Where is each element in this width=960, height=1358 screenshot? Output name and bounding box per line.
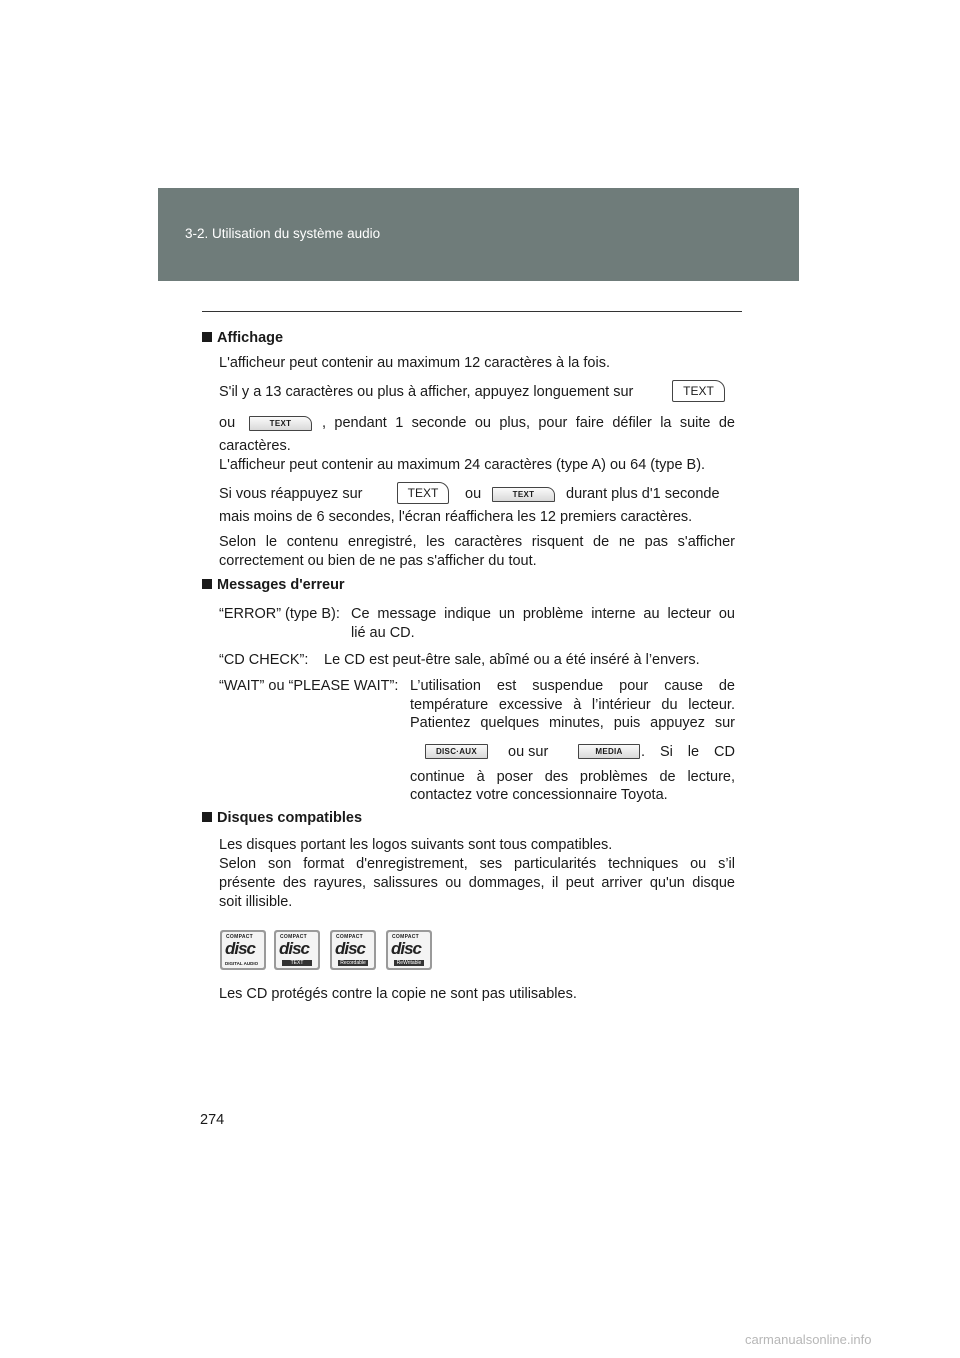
media-button[interactable]: MEDIA xyxy=(578,744,640,759)
wait-ou-sur: ou sur xyxy=(508,744,549,760)
affichage-heading: Affichage xyxy=(202,330,283,346)
page-number: 274 xyxy=(200,1112,225,1128)
cdcheck-label: “CD CHECK”: xyxy=(219,652,309,668)
disques-paragraph-1: Les disques portant les logos suivants sont tous compatibles. xyxy=(219,837,613,853)
disques-paragraph-3: Les CD protégés contre la copie ne sont pas utilisables. xyxy=(219,986,577,1002)
disc-aux-button[interactable]: DISC·AUX xyxy=(425,744,488,759)
affichage-paragraph-3: L'afficheur peut contenir au maximum 24 caractères (type A) ou 64 (type B). xyxy=(219,457,706,473)
affichage-paragraph-2-end: caractères. xyxy=(219,438,291,454)
affichage-paragraph-4-rest: durant plus d'1 seconde xyxy=(566,486,720,502)
affichage-paragraph-4-end: mais moins de 6 secondes, l'écran réaffichera les 12 premiers caractères. xyxy=(219,509,693,525)
wait-label: “WAIT” ou “PLEASE WAIT”: xyxy=(219,678,399,694)
affichage-paragraph-5-line2: correctement ou bien de ne pas s'afficher du tout. xyxy=(219,553,537,569)
compact-disc-rewritable-logo: COMPACT disc ReWritable xyxy=(386,930,432,970)
compact-disc-recordable-logo: COMPACT disc Recordable xyxy=(330,930,376,970)
error-text-line2: lié au CD. xyxy=(351,625,415,641)
affichage-paragraph-2-rest: , pendant 1 seconde ou plus, pour faire défiler la suite de xyxy=(322,415,735,431)
text-button-large[interactable]: TEXT xyxy=(397,482,449,504)
error-text-line1: Ce message indique un problème interne au lecteur ou xyxy=(351,606,735,622)
chapter-header-band xyxy=(158,188,799,281)
affichage-paragraph-1: L'afficheur peut contenir au maximum 12 caractères à la fois. xyxy=(219,355,610,371)
bullet-square-icon xyxy=(202,332,212,342)
wait-text-line5: continue à poser des problèmes de lecture, xyxy=(410,769,735,785)
bullet-square-icon xyxy=(202,812,212,822)
affichage-paragraph-5-line1: Selon le contenu enregistré, les caractères risquent de ne pas s'afficher xyxy=(219,534,735,550)
wait-si-le-cd: . Si le CD xyxy=(641,744,735,760)
bullet-square-icon xyxy=(202,579,212,589)
affichage-paragraph-2-start: S'il y a 13 caractères ou plus à afficher, appuyez longuement sur xyxy=(219,384,634,400)
disques-paragraph-2-line2: présente des rayures, salissures ou dommages, il peut arriver qu'un disque xyxy=(219,875,735,891)
wait-text-line3: Patientez quelques minutes, puis appuyez sur xyxy=(410,715,735,731)
affichage-ou-1: ou xyxy=(219,415,236,431)
cdcheck-text: Le CD est peut-être sale, abîmé ou a été inséré à l’envers. xyxy=(324,652,700,668)
watermark: carmanualsonline.info xyxy=(745,1332,872,1347)
horizontal-rule xyxy=(202,311,742,312)
disques-paragraph-2-line3: soit illisible. xyxy=(219,894,293,910)
error-label: “ERROR” (type B): xyxy=(219,606,340,622)
chapter-section-title: 3-2. Utilisation du système audio xyxy=(185,226,381,241)
disques-paragraph-2-line1: Selon son format d'enregistrement, ses particularités techniques ou s’il xyxy=(219,856,735,872)
compact-disc-text-logo: COMPACT disc TEXT xyxy=(274,930,320,970)
text-button-flat[interactable]: TEXT xyxy=(492,487,555,502)
compact-disc-digital-audio-logo: COMPACT disc DIGITAL AUDIO xyxy=(220,930,266,970)
erreurs-heading: Messages d'erreur xyxy=(202,577,345,593)
disques-heading: Disques compatibles xyxy=(202,810,362,826)
affichage-paragraph-4-start: Si vous réappuyez sur xyxy=(219,486,363,502)
wait-text-line2: température excessive à l’intérieur du lecteur. xyxy=(410,697,735,713)
text-button-large[interactable]: TEXT xyxy=(672,380,725,402)
affichage-ou-2: ou xyxy=(465,486,482,502)
text-button-flat[interactable]: TEXT xyxy=(249,416,312,431)
wait-text-line1: L’utilisation est suspendue pour cause de xyxy=(410,678,735,694)
wait-text-line6: contactez votre concessionnaire Toyota. xyxy=(410,787,668,803)
